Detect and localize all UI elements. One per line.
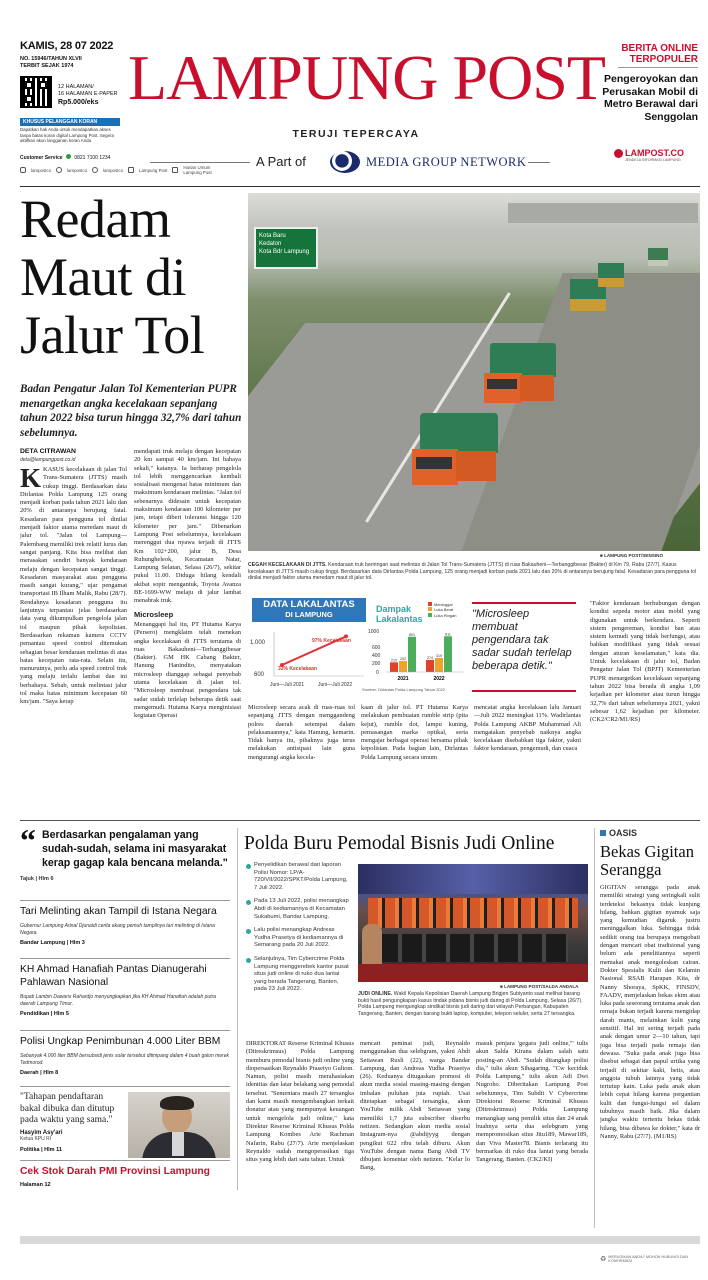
judi-press-photo xyxy=(358,864,588,982)
truck-4 xyxy=(598,263,624,287)
judi-bullet-1 xyxy=(246,862,352,892)
author-name: DETA CITRAWAN xyxy=(20,448,76,455)
lead-pull-quote xyxy=(472,602,576,692)
customer-service-text: Customer Service xyxy=(20,155,63,161)
teaser-kpu-name: Hasyim Asy'ari xyxy=(20,1129,63,1136)
facebook-icon xyxy=(92,167,98,173)
phone-icon xyxy=(66,154,71,159)
chart2-tick-400: 400 xyxy=(372,653,381,659)
media-group-logo-icon xyxy=(330,151,360,173)
chart2-bar-2022-2 xyxy=(444,636,452,672)
hasyim-portrait xyxy=(128,1092,230,1158)
teaser-bbm-text: Sebanyak 4.000 liter BBM bersubsidi jenis solar tersebut ditimpang dalam 4 buah galon merek Tedmorod. xyxy=(20,1053,230,1066)
judi-caption xyxy=(358,991,588,1017)
judi-bullets xyxy=(246,862,352,994)
lead-headline: Redam Maut di Jalur Tol xyxy=(20,189,205,365)
subscriber-box-text: Dapatkan hak Anda untuk mendapatkan akses tanpa batas koran digital Lampung Post. Segera aktifkan akun langganan koran Anda xyxy=(20,127,114,144)
lead-col-1-text: KASUS kecelakaan di jalan Tol Trans-Sumatera (JTTS) masih cukup tinggi. Berdasarkan data Dirlantas Polda Lampung 125 orang menjadi korban pada tahun 2021 lalu dan 20% di antaranya berujung fatal. Kesadaran para pengguna tol dinilai menjadi faktor utama meredam maut di jalur tol. "Jalan tol Lampung—Palembang memiliki trek relatif lurus dan sangat panjang. Kita bisa melihat dan merasakan sendiri banyak kendaraan melaju dengan kecepatan sangat tinggi. Kesadaran masyarakat atau pengguna masih sangat kurang," ujar pengamat transportasi IB Ilham Malik, Rabu (28/7). Rendahnya kesadaran pengguna itu lanjutnya terpantau jelas berdasarkan data yang dikumpulkan pengelola jalan tol maupun pihak kepolisian. Berdasarkan rekaman kamera CCTV pemantau speed control ditemukan sebagian besar kendaraan melintas di atas batas kecepatan rata-rata. Selain itu, menurutnya, perlu ada speed control truk yang melaju terlalu lambat dan ini berbahaya. Sebab, untuk melintasi jalur tol maka batas minimum kecepatan 60 km/jam. "Saya kerap xyxy=(20,466,127,706)
chart2-bar-2022-1 xyxy=(435,658,443,672)
footer-note-text: MERUGIKAN ANDA? MOHON HUBUNGI DAN KONFIRMASI xyxy=(608,1255,689,1263)
judi-col-1: DIREKTORAT Reserse Kriminal Khusus (Ditreskrimsus) Polda Lampung memburu pemodal bisnis judi online yang diopersasikan Reynaldo Prasetyo Gultom. Namun, polisi masih merahasiakan identitas dan latar belakang sang pemodal tersebut. "Sementara masih 27 tersangka dan kami masih mengembangkan terkait donatur atau yang mempunyai keuangan untuk mengelola judi online," kata Direktur Reserse Kriminal Khusus Polda Lampung Kombes Arie Rachman Nafarin, Rabu (27/7). Arie menjelaskan Reynaldo sudah mengoperasikan tiga situs yang lebih dari satu tahun. Untuk xyxy=(246,1040,354,1164)
footer-note xyxy=(600,1255,708,1263)
lead-col-2b-text: Menanggapi hal itu, PT Hutama Karya (Persero) mengklaim telah menekan angka kecelakaan di JTTS terutama di ruas Bakauheni—Terbanggibesar (Bakter). GM HK Cabang Bakter, Hanung Hanindito, menyatakan microsleep dianggap sebagai penyebab utama kecelakaan di jalan tol. "Microsleep membuat pengendara tak sadar sudah terlelap beberapa detik saat mengemudi. Hutama Karya menginisiasi kegiatan Operasi xyxy=(134,620,241,720)
truck-2 xyxy=(484,343,556,405)
judi-bullet-3-text: Lalu polisi menangkap Andreas Yudha Prasetya di kediamannya di Semarang pada 20 Juli 2022. xyxy=(254,927,344,949)
judi-bullet-4 xyxy=(246,956,352,994)
teaser-bbm-src: Daerah | Hlm 8 xyxy=(20,1070,59,1076)
lead-pull-quote-text: "Microsleep membuat pengendara tak sadar sudah terlelap beberapa detik." xyxy=(472,608,572,672)
teaser-pmi-src: Halaman 12 xyxy=(20,1182,51,1188)
legend-swatch-2 xyxy=(428,607,432,611)
judi-bullet-1-text: Penyelidikan berawal dari laporan Polisi Nomor: LP/A-720/VII/2022/SPKT/Polda Lampung, 7 Juli 2022. xyxy=(254,862,348,891)
social-facebook: lampostco xyxy=(103,167,124,173)
logo: LAMPUNG POST xyxy=(128,42,605,113)
chart2-bar-2022-0 xyxy=(426,660,434,672)
drop-cap: K xyxy=(20,466,42,493)
road-sign-3: Kota Bdr Lampung xyxy=(259,249,310,255)
teaser-hanafiah-text: Bupati Lambin Dawaris Rahardjo menyungkapkan jika KH Ahmad Hanafiah adalah putra daerah Lampung Timur. xyxy=(20,994,217,1007)
issue-since: TERBIT SEJAK 1974 xyxy=(20,63,74,69)
social-instagram: lampostco xyxy=(31,167,52,173)
infographic-title-1: DATA LAKALANTAS xyxy=(263,599,355,610)
legend-meninggal-label: Meninggal xyxy=(434,602,453,607)
lampost-logo-icon xyxy=(614,149,623,158)
infographic-title-box xyxy=(252,598,366,622)
dampak-title-1: Dampak xyxy=(376,604,412,614)
chart2-value-2021-1: 252 xyxy=(400,656,406,661)
dampak-title-2: Lakalantas xyxy=(376,614,423,624)
teaser-tari-src: Bandar Lampung | Hlm 3 xyxy=(20,940,85,946)
popular-divider xyxy=(618,67,698,68)
bullet-dot-icon xyxy=(246,958,251,963)
judi-bullet-4-text: Selanjutnya, Tim Cybercrime Polda Lampung menggerebek kantor pusat situs judi online di ruko dua lantai yang berada Tangerang, Banten, pada 23 Juli 2022. xyxy=(254,955,349,993)
part-of-label: A Part of xyxy=(256,154,306,169)
footer-bar xyxy=(20,1236,700,1244)
lead-col-5: mencatat angka kecelakaan lalu Januari—Juli 2022 meningkat 11%. Wadirlantas Polda Lampung AKBP Muhammad Ali mengatakan penyebab naiknya angka kecelakaan disebabkan tiga faktor, yakni faktor kendaraan, pengemudi, dan cuaca xyxy=(474,704,581,753)
teaser-kpu-quote: "Tahapan pendaftaran bakal dibuka dan ditutup pada waktu yang sama." xyxy=(20,1092,115,1125)
bullet-dot-icon xyxy=(246,864,251,869)
tajuk-source: Tajuk | Hlm 6 xyxy=(20,876,54,882)
oasis-headline: Bekas Gigitan Serangga xyxy=(600,842,694,879)
left-divider-2 xyxy=(20,958,230,959)
road-sign-1: Kota Baru xyxy=(259,233,286,239)
lead-col-2 xyxy=(134,448,241,816)
bullet-dot-icon xyxy=(246,900,251,905)
judi-photo-credit: ■ LAMPUNG POST/SALDA ANDALA xyxy=(500,984,579,989)
legend-luka-ringan-label: Luka Ringan xyxy=(434,612,457,618)
popular-heading-2: TERPOPULER xyxy=(629,54,698,65)
infographic-source: Sumber: Dirlantas Polda Lampung Tahun 2022 xyxy=(362,687,446,692)
social-app: Harian Umum Lampung Post xyxy=(183,165,212,175)
network-name: MEDIA GROUP NETWORK xyxy=(366,155,527,169)
quote-mark-icon: “ xyxy=(20,822,36,858)
infographic-title-2: DI LAMPUNG xyxy=(285,610,333,619)
lampost-site-sub: JENDELA INFORMASI LAMPUNG xyxy=(625,158,681,162)
teaser-kpu[interactable] xyxy=(20,1092,230,1158)
judi-col-3: masuk penjara 'gegara judi online,'" tulis akun Salda Kirana dalam salah satu posting-an Abdi. "Sudah ditangkap polisi dia," tulis akun Sihagaring. "Cw keciduk Polda Lampung," tulis akun Adi Dwi Nugroho. Diberitakan Lampung Post sebelumnya, Tim Subdit V Cybercrime Direktorat Reserse Kriminal Khusus (Ditreskrimsus) Polda Lampung menangkap sang pemilik situs dan 24 anak buahnya serta dua selebgram yang mempromosikan situs Jitu189, Mawar189, dan Viva Master78. Bisnis terlarang itu bermarkas di ruko dua lantai yang berada Tangerang, Banten. (CK2/KI) xyxy=(476,1040,588,1164)
judi-headline: Polda Buru Pemodal Bisnis Judi Online xyxy=(244,833,555,854)
chart1-annot-down: 33% Kecelakaan xyxy=(278,666,317,672)
teaser-hanafiah-src: Pendidikan | Hlm 5 xyxy=(20,1011,69,1017)
judi-bullet-2-text: Pada 13 Juli 2022, polisi menangkap Abdi di kediamannya di Kecamatan Sukabumi, Bandar Lampung. xyxy=(254,898,349,920)
oasis-vrule xyxy=(594,828,595,1228)
judi-caption-bold: JUDI ONLINE. xyxy=(358,991,393,997)
chart2-category-2021: 2021 xyxy=(397,676,409,682)
chart2-value-2022-0: 274 xyxy=(427,655,433,660)
author-email: deta@lampungpost.co.id xyxy=(20,457,76,463)
issue-number: NO. 15946/TAHUN XLVII xyxy=(20,56,82,62)
road-sign-2: Kedaton xyxy=(259,241,282,247)
teaser-kpu-role: Ketua KPU RI xyxy=(20,1135,52,1142)
lampost-site: LAMPOST.CO xyxy=(625,148,685,158)
teaser-kpu-src: Politika | Hlm 11 xyxy=(20,1146,62,1153)
oasis-text: GIGITAN serangga pada anak memiliki strategi yang seringkali sulit terdeteksi bekasnya tidak kunjung hilang, bahkan gigitan nyamuk saja yang kemudian digaruk justru meninggalkan luka. Sehingga tidak sedikit orang tua berupaya mengobati dengan mencari obat tradisional yang belum ada penelitiannya seperti memakai anak mengoleskan cairan. Dokter Spesialis Kulit dan Kelamin Nasional RSAB Harapan Kita, dr Nanny Shoraya, SpKK, FINSDV, FAADV, menjelaskan bekas ekim atau luka pada seseorang terutama anak dan remaja bukan terjadi karena mengidap darah manis, melainkan kulit yang sensitif. Hal ini sering terjadi pada anak dengan umur 2—10 tahun, tapi juga bisa terjadi pada remaja dan dewasa. "Suka pada anak juga bisa disebut sebagai dan papul urtika yang terjadi di sekitar kaki, betis, atau anggota tubuh lainnya yang tidak tertutup kain. Luka pada anak akan lebih cepat hilang karena pergantian kulit dan fungsi-fungsi sel dalam tubuhnya masih baik. Jika dalam jangka waktu tertentu bekas tidak hilang, bisa dibawa ke dokter," kata dr Nanny, Rabu (27/7). (M1/RS) xyxy=(600,884,700,1140)
chart1-tick-1000: 1.000 xyxy=(250,640,266,646)
chart1-label-2022: Juni—Juli 2022 xyxy=(318,682,353,688)
price: Rp5.000/eks xyxy=(58,99,99,106)
chart2-legend xyxy=(428,602,456,618)
lead-photo-credit-text: LAMPUNG POST/SENSINO xyxy=(604,553,664,558)
teaser-bbm[interactable] xyxy=(20,1036,230,1076)
popular-heading xyxy=(588,43,698,65)
lead-col-4: kaan di jalur tol. PT Hutama Karya melakukan pembuatan rumble strip (pita kejut), rumble dot, lampu kuning, pemasangan marka optikal, serta mengajar berbagai operasi bersama pihak kepolisian. Pada bagian lain, Dirlantas Polda Lampung secara umum xyxy=(361,704,468,761)
social-twitter: lampostco xyxy=(67,167,88,173)
teaser-pmi-title[interactable]: Cek Stok Darah PMI Provinsi Lampung xyxy=(20,1166,210,1177)
instagram-icon xyxy=(20,167,26,173)
lead-caption-bold: CEGAH KECELAKAAN DI JTTS. xyxy=(248,562,327,568)
chart2-tick-200: 200 xyxy=(372,661,381,667)
customer-service-label xyxy=(20,154,110,161)
judi-photo-credit-text: LAMPUNG POST/SALDA ANDALA xyxy=(504,984,579,989)
customer-service-phone: 0821 7100 1234 xyxy=(74,155,111,161)
teaser-tari-title: Tari Melinting akan Tampil di Istana Negara xyxy=(20,906,217,917)
chart2-bar-2021-1 xyxy=(399,661,407,672)
qr-code-icon xyxy=(20,76,52,108)
lakalantas-line-chart xyxy=(248,624,366,692)
teaser-hanafiah[interactable] xyxy=(20,964,230,1017)
lead-col-3: Microsleep secara acak di ruas-ruas tol sepanjang JTTS dengan menggandeng polres daerah setempat dalam pelaksanaannya," kata Hanung, kemarin. Tidak hanya itu, pihaknya juga terus melakukan antisipasi lain guna mengurangi angka kecela- xyxy=(248,704,355,761)
tajuk-quote-text: Berdasarkan pengalaman yang sudah-sudah, selama ini masyarakat kerap gagap kala bencana melanda." xyxy=(42,829,228,869)
tajuk-quote xyxy=(20,822,230,882)
bullet-dot-icon xyxy=(246,929,251,934)
pages-count: 12 HALAMAN/ xyxy=(58,84,94,90)
left-divider-1 xyxy=(20,900,230,901)
subscriber-box-title: KHUSUS PELANGGAN KORAN xyxy=(20,118,120,126)
chart2-value-2021-0: 219 xyxy=(391,658,397,663)
pages-epaper: 16 HALAMAN E-PAPER xyxy=(58,91,118,97)
judi-bullet-3 xyxy=(246,927,352,950)
lead-bottom-divider xyxy=(20,820,700,821)
chart2-bar-2021-0 xyxy=(390,662,398,672)
lead-photo-credit: ■ LAMPUNG POST/SENSINO xyxy=(600,553,664,558)
lead-col-2-text: mendapati truk melaju dengan kecepatan 20 km sampai 40 km/jam. Ini bahaya sekali," katanya. Ia berharap pengelola tol lebih menggencarkan kembali sosialisasi mengenai batas minimum dan maksimum kendaraan melintas. "Jalan tol sebenarnya didesain untuk kecepatan maksimum kendaraan 100 kilometer per jam, tetapi diberi toleransi hingga 120 kilometer per jam." Dibenarkan Lampung Post sebelumnya, kecelakaan merenggut dua nyawa terjadi di JTTS Km 102+200, jalur B, Desa Ruhungheleok, Kecamatan Natar, Lampung Selatan, Selasa (26/7), sekitar pukul 11.00. Diduga hilang kendali akibat sopir mengantuk, Toyota Avanza BE-1699-WW melaju di jalur lambat menabrak truk. xyxy=(134,448,241,605)
dampak-title xyxy=(376,604,423,624)
legend-luka-berat-label: Luka Berat xyxy=(434,607,454,613)
chart1-label-2021: Juni—Juli 2021 xyxy=(270,682,305,688)
masthead-divider xyxy=(20,186,700,187)
teaser-tari-text: Gubernur Lampung Arinal Djunaidi cerita akang pemuh tampilnya tari melinting di Istana Negara. xyxy=(20,923,215,936)
oasis-label-text: OASIS xyxy=(609,828,638,838)
teaser-bbm-title: Polisi Ungkap Penimbunan 4.000 Liter BBM xyxy=(20,1036,221,1047)
lampost-logo[interactable] xyxy=(614,148,700,162)
network-bar xyxy=(150,153,550,171)
youtube-icon xyxy=(128,167,134,173)
popular-headline[interactable]: Pengeroyokan dan Perusakan Mobil di Metro Berawal dari Senggolan xyxy=(602,73,698,123)
chart1-annot-up: 97% Kecelakaan xyxy=(312,638,351,644)
tagline: TERUJI TEPERCAYA xyxy=(292,128,420,140)
toll-road-photo xyxy=(248,193,700,551)
lead-caption xyxy=(248,562,700,582)
teaser-tari[interactable] xyxy=(20,906,230,946)
chart2-value-2022-2: 811 xyxy=(445,632,451,637)
chart2-value-2021-2: 801 xyxy=(409,632,415,637)
chart2-category-2022: 2022 xyxy=(433,676,445,682)
twitter-icon xyxy=(56,167,62,173)
dampak-bar-chart xyxy=(366,622,466,688)
chart2-tick-600: 600 xyxy=(372,645,381,651)
subhead-microsleep: Microsleep xyxy=(134,609,174,619)
oasis-label xyxy=(600,828,637,838)
chart2-value-2022-1: 319 xyxy=(436,653,442,658)
lead-deck: Badan Pengatur Jalan Tol Kementerian PUPR menargetkan angka kecelakaan sepanjang tahun 2022 bisa turun hingga 32,7% dari tahun sebelumnya. xyxy=(20,383,242,439)
oasis-square-icon xyxy=(600,830,606,836)
popular-heading-1: BERITA ONLINE xyxy=(621,43,698,54)
left-divider-5 xyxy=(20,1160,230,1161)
left-divider-4 xyxy=(20,1086,230,1087)
lead-col-1 xyxy=(20,466,127,816)
teaser-hanafiah-title: KH Ahmad Hanafiah Pantas Dianugerahi Pahlawan Nasional xyxy=(20,964,207,988)
masthead xyxy=(0,0,708,190)
lead-caption-text: Kendaraan truk beriringan saat melintas di Jalan Tol Trans-Sumatera (JTTS) di ruas Bakauheni—Terbanggibesar (Bakter) di Km 79, Rabu (27/7). Kasus kecelakaan di JTTS masih cukup tinggi. Berdasarkan data Dirlantas Polda Lampung, 125 orang menjadi korban pada 2021 lalu dan 20% di antaranya berujung fatal. Kesadaran para pengguna tol dinilai menjadi faktor utama meredam maut di jalur tol. xyxy=(248,562,697,582)
chart2-bar-2021-2 xyxy=(408,637,416,672)
chart1-tick-600: 600 xyxy=(254,672,265,678)
lead-col-6: "Faktor kendaraan berhubungan dengan kondisi sepeda motor atau mobil yang digunakan untuk berkendara. Seperti sistem pengereman, kondisi ban atau sistem kemudi yang tidak berfungsi, atau bahkan modifikasi yang tidak sesuai dengan aturan keselamatan," kata dia. Untuk kecelakaan di jalur tol, Badan Pengatur Jalan Tol (BPJT) Kementerian PUPR menargetkan kecelakaan sepanjang tahun 2022 bisa berada di angka 1,09 kejadian per kilometer atau turun hingga 32,7% dari tahun sebelumnya 2021, yakni sebesar 1,62 kejadian per kilometer. (CK2/CR2/M1/RS) xyxy=(590,600,700,724)
truck-1 xyxy=(412,413,498,487)
judi-caption-text: Wakil Kepala Kepolisian Daerah Lampung Brigjen Subiyanto saat melihat barang bukti hasil pengungkapan kasus tindak pidana bisnis judi daring di Polda Lampung, Selasa (26/7). Polda Lampung mengungkap sindikat bisnis judi daring dari wilayah Perbangan, Kabupaten Tangerang, Banten, dengan barang bukti laptop, komputer, telepon seluler, serta 27 tersangka. xyxy=(358,991,583,1017)
infographic xyxy=(248,598,466,694)
issue-date: KAMIS, 28 07 2022 xyxy=(20,40,114,52)
recycle-icon: ♻ xyxy=(600,1255,607,1263)
judi-col-2: mencari peminat judi, Reynaldo menggunakan dua selebgram, yakni Abdi Setiawan Rusli (22), warga Bandar Lampung, dan Andreas Yudha Prasetya (26). Keduanya ditugaskan promosi di akun media sosial masing-masing dengan imbalan puluhan juta rupiah. Usai ditetapkan sebagai tersangka, akun YouTube milik Abdi Setiawan yang memiliki 1,7 juta subscriber diserbu netizen. Sedangkan akun media sosial Instagram-nya @abdijyyg dengan pengikut 622 ribu telah diburu. Akun YouTube dengan nama Bang Abdi TV dibujani komentar oleh netizen. "Kelar lo Bang, xyxy=(360,1040,470,1172)
legend-swatch-1 xyxy=(428,602,432,606)
social-youtube: Lampung Post xyxy=(139,167,168,173)
judi-bullet-2 xyxy=(246,898,352,921)
left-divider-3 xyxy=(20,1030,230,1031)
left-col-vrule xyxy=(237,828,238,1190)
chart2-tick-0: 0 xyxy=(376,670,379,676)
chart2-tick-1000: 1000 xyxy=(368,629,380,635)
legend-luka-ringan xyxy=(428,613,456,618)
truck-5 xyxy=(648,248,668,266)
legend-swatch-3 xyxy=(428,613,432,617)
